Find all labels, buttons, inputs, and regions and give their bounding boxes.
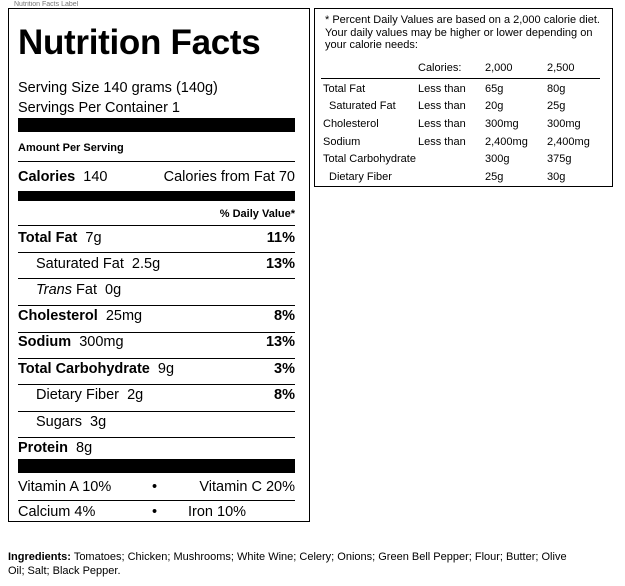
fn-row-qual: Less than: [418, 136, 466, 148]
nutrition-facts-panel: [8, 8, 310, 522]
iron: Iron 10%: [188, 504, 247, 520]
fn-header-label: Calories:: [418, 62, 462, 74]
nutrient-dv: 8%: [274, 387, 295, 403]
nutrient-name: Cholesterol: [18, 308, 98, 324]
ingredients-label: Ingredients:: [8, 551, 71, 563]
divider: [18, 411, 295, 412]
nutrient-row-dietary-fiber: [18, 386, 295, 404]
vitamin-a: Vitamin A 10%: [18, 479, 112, 495]
fn-row-qual: Less than: [418, 83, 466, 95]
fn-row-name: Total Fat: [323, 83, 366, 95]
amount-per-serving: Amount Per Serving: [18, 142, 124, 154]
divider: [18, 225, 295, 226]
nutrient-name: Fat: [76, 282, 97, 298]
nutrient-amount: 7g: [85, 230, 102, 246]
fn-row-name: Sodium: [323, 136, 361, 148]
nutrient-row-sugars: [18, 413, 295, 431]
nutrient-name: Saturated Fat: [36, 256, 124, 272]
calories-row: [18, 168, 295, 186]
fn-row-v2: 375g: [547, 153, 572, 165]
divider: [18, 437, 295, 438]
calories-label: Calories: [18, 169, 76, 185]
divider: [18, 358, 295, 359]
fn-row-name: Dietary Fiber: [329, 171, 392, 183]
fn-row-v1: 2,400mg: [485, 136, 528, 148]
nutrient-amount: 2.5g: [131, 256, 161, 272]
fn-row-v2: 25g: [547, 100, 566, 112]
nutrient-name: Sugars: [36, 414, 82, 430]
nutrient-row-protein: [18, 439, 295, 457]
nutrient-dv: 11%: [266, 230, 295, 246]
medium-divider: [18, 191, 295, 201]
nutrient-amount: 0g: [105, 282, 122, 298]
fn-row-v2: 80g: [547, 83, 566, 95]
divider: [18, 161, 295, 162]
servings-per-container: Servings Per Container 1: [18, 100, 180, 116]
fn-row-v1: 300mg: [485, 118, 519, 130]
ingredients-text: Tomatoes; Chicken; Mushrooms; White Wine; Celery; Onions; Green Bell Pepper; Flour; Butter; Olive Oil; Salt; Black Pepper.: [8, 551, 567, 577]
fn-row-v1: 20g: [485, 100, 504, 112]
nutrient-amount: 3g: [90, 414, 107, 430]
calories-value: 140: [83, 169, 108, 185]
bullet: •: [152, 504, 158, 520]
fn-row-v1: 25g: [485, 171, 504, 183]
fn-row-v2: 30g: [547, 171, 566, 183]
ingredients: [8, 550, 568, 578]
nutrient-dv: 3%: [274, 361, 295, 377]
nutrient-amount: 8g: [76, 440, 93, 456]
nutrient-dv: 8%: [274, 308, 295, 324]
nutrient-amount: 9g: [157, 361, 175, 377]
fn-row-name: Cholesterol: [323, 118, 379, 130]
fn-divider: [321, 78, 600, 79]
nutrient-row-total-fat: [18, 229, 295, 247]
fn-row-qual: Less than: [418, 118, 466, 130]
fn-row-qual: Less than: [418, 100, 466, 112]
fn-row-name: Saturated Fat: [329, 100, 396, 112]
fn-row-v2: 300mg: [547, 118, 581, 130]
nutrient-dv: 13%: [265, 256, 295, 272]
fn-header-col2: 2,500: [547, 62, 575, 74]
daily-value-header: % Daily Value*: [219, 208, 295, 220]
nutrient-row-cholesterol: [18, 307, 295, 325]
fn-header-col1: 2,000: [485, 62, 513, 74]
divider: [18, 384, 295, 385]
nutrient-amount: 25mg: [105, 308, 143, 324]
header-strip-text: Nutrition Facts Label: [14, 1, 79, 8]
calcium: Calcium 4%: [18, 504, 96, 520]
label-title: Nutrition Facts: [18, 23, 261, 62]
thick-divider: [18, 118, 295, 132]
vitamin-c: Vitamin C 20%: [199, 479, 295, 495]
nutrient-name-italic: Trans: [36, 282, 72, 298]
serving-size: Serving Size 140 grams (140g): [18, 80, 218, 96]
nutrient-name: Total Fat: [18, 230, 78, 246]
nutrient-row-saturated-fat: [18, 255, 295, 273]
divider: [18, 305, 295, 306]
nutrient-name: Protein: [18, 440, 68, 456]
footnote-text: * Percent Daily Values are based on a 2,000 calorie diet. Your daily values may be higher or lower depending on your calorie needs:: [325, 14, 600, 51]
nutrient-row-trans-fat: [18, 281, 295, 299]
nutrient-amount: 300mg: [79, 334, 124, 350]
nutrient-row-sodium: [18, 333, 295, 351]
divider: [18, 500, 295, 501]
nutrient-name: Sodium: [18, 334, 72, 350]
fn-row-v1: 300g: [485, 153, 510, 165]
nutrient-amount: 2g: [127, 387, 144, 403]
thick-divider: [18, 459, 295, 473]
bullet: •: [152, 479, 158, 495]
fn-row-name: Total Carbohydrate: [323, 153, 416, 165]
nutrient-row-total-carbohydrate: [18, 360, 295, 378]
nutrient-dv: 13%: [265, 334, 295, 350]
nutrient-name: Total Carbohydrate: [18, 361, 150, 377]
fn-row-v1: 65g: [485, 83, 504, 95]
daily-values-footnote: [314, 8, 613, 187]
fn-row-v2: 2,400mg: [547, 136, 590, 148]
divider: [18, 278, 295, 279]
calories-from-fat: Calories from Fat 70: [163, 169, 295, 185]
nutrient-name: Dietary Fiber: [36, 387, 119, 403]
divider: [18, 252, 295, 253]
